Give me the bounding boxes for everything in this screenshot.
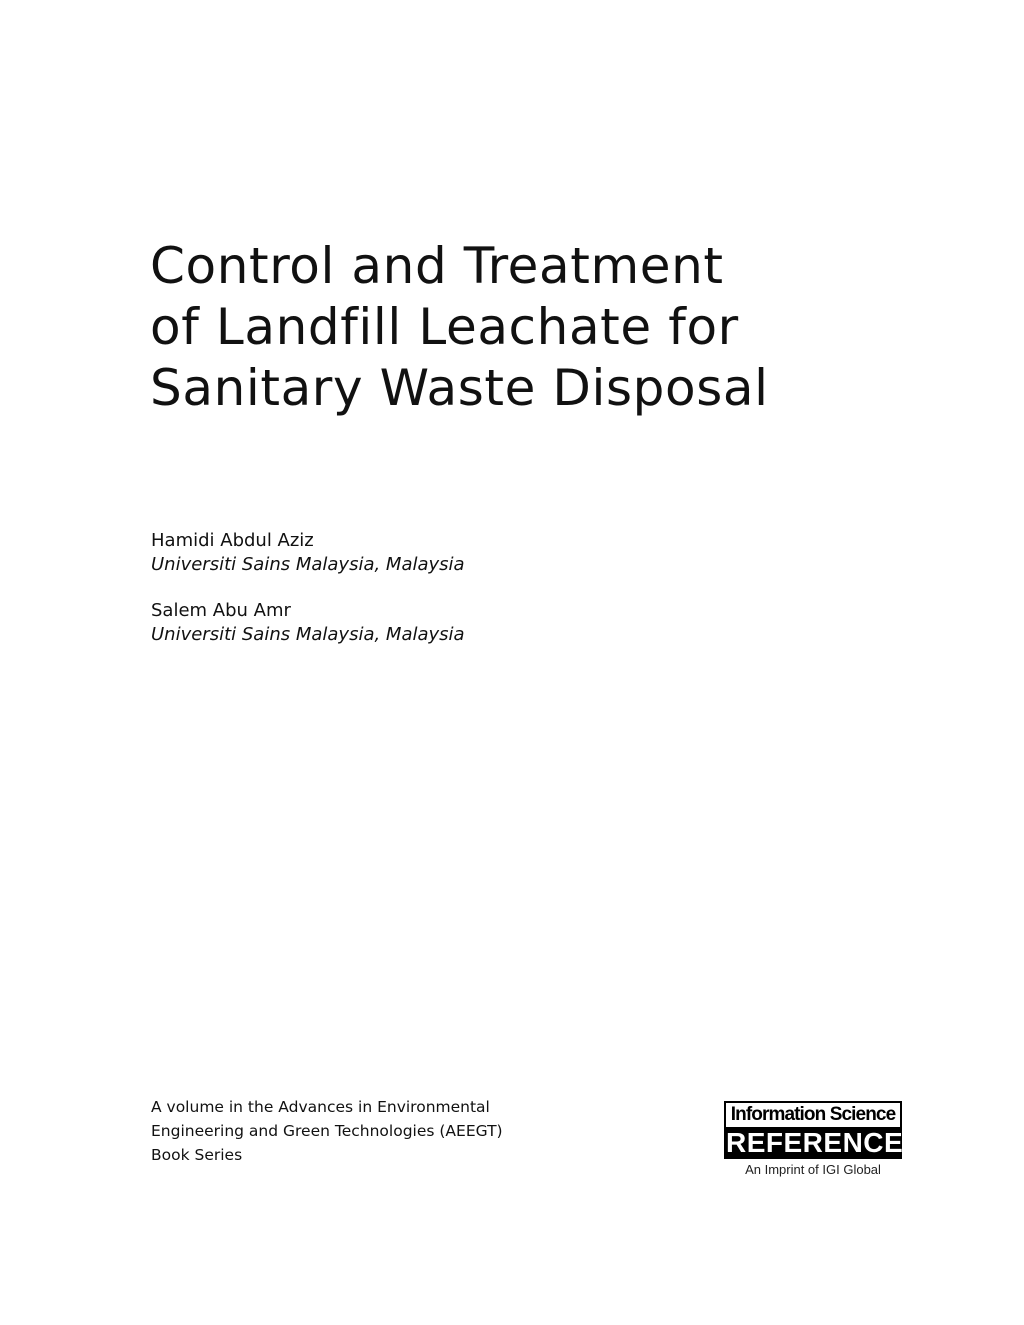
author-affiliation: Universiti Sains Malaysia, Malaysia <box>151 554 465 575</box>
author-affiliation: Universiti Sains Malaysia, Malaysia <box>151 624 465 645</box>
series-line-1: A volume in the Advances in Environmental <box>151 1098 490 1116</box>
publisher-logo-caption: An Imprint of IGI Global <box>745 1162 881 1177</box>
author-name: Hamidi Abdul Aziz <box>151 530 314 551</box>
publisher-logo-box <box>724 1101 902 1159</box>
author-entry <box>151 529 751 577</box>
book-title-line-1: Control and Treatment <box>150 237 724 295</box>
author-list <box>151 529 751 669</box>
series-statement <box>151 1095 611 1167</box>
book-title <box>150 236 970 419</box>
publisher-logo-bottom-text: REFERENCE <box>726 1127 904 1158</box>
publisher-logo <box>724 1101 902 1178</box>
series-line-2: Engineering and Green Technologies (AEEGT) <box>151 1122 503 1140</box>
publisher-logo-top-text: Information Science <box>730 1104 896 1125</box>
book-title-line-2: of Landfill Leachate for <box>150 298 739 356</box>
book-title-line-3: Sanitary Waste Disposal <box>150 359 769 417</box>
author-name: Salem Abu Amr <box>151 600 291 621</box>
series-line-3: Book Series <box>151 1146 243 1164</box>
author-entry <box>151 599 751 647</box>
